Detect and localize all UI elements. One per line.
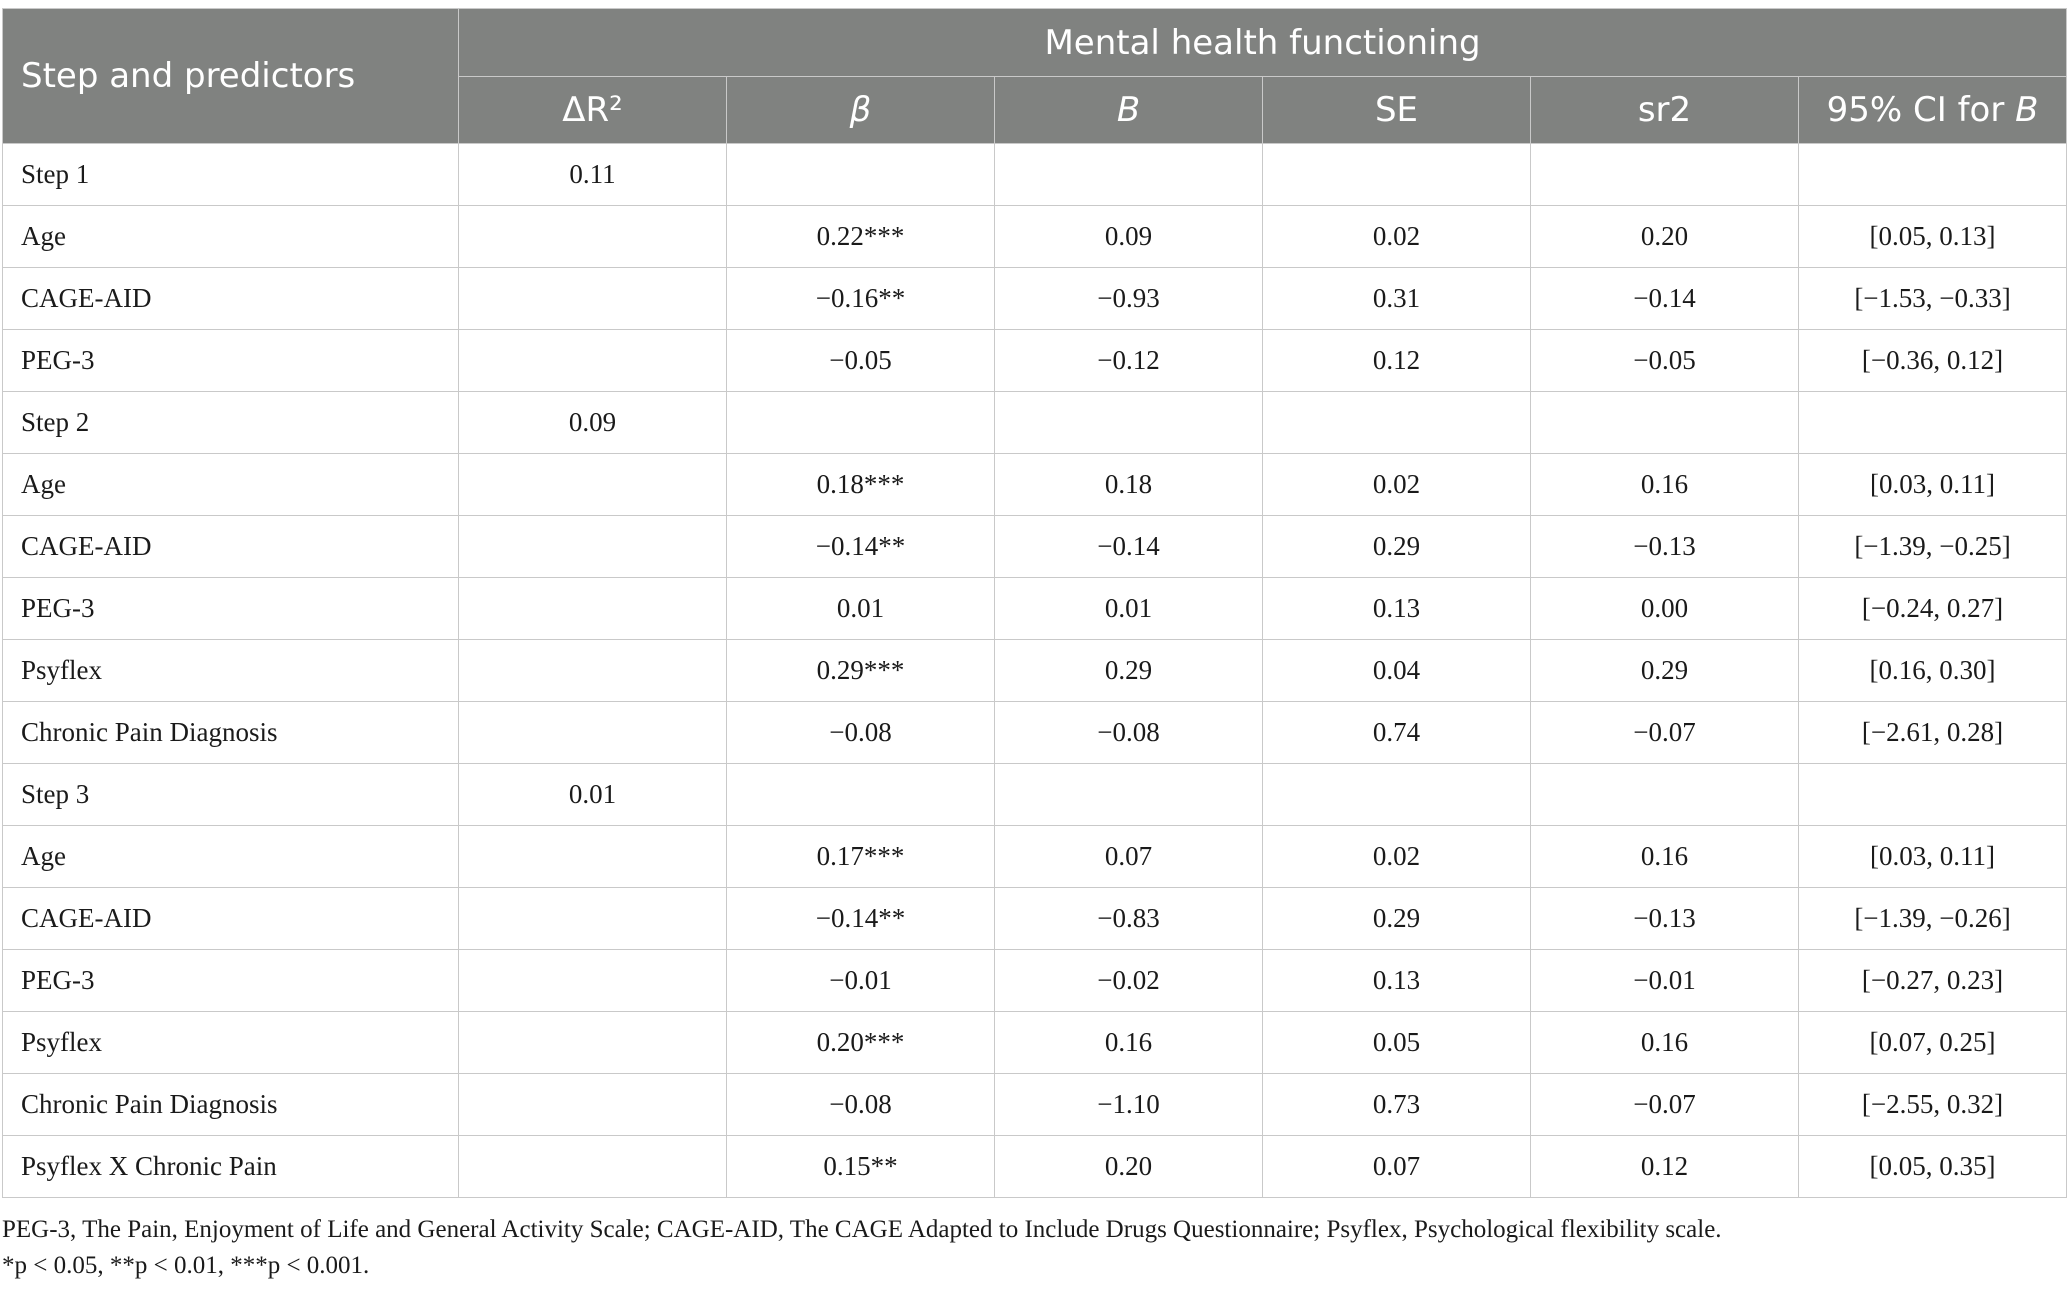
sr2-cell: −0.13 <box>1531 516 1799 578</box>
beta-cell: 0.17*** <box>727 826 995 888</box>
beta-cell: −0.05 <box>727 330 995 392</box>
b-cell: 0.16 <box>995 1012 1263 1074</box>
mental-health-functioning-header: Mental health functioning <box>459 9 2067 77</box>
beta-cell: 0.29*** <box>727 640 995 702</box>
step-row <box>3 144 2067 206</box>
predictor-cell: Psyflex <box>3 1012 459 1074</box>
se-cell: 0.73 <box>1263 1074 1531 1136</box>
predictor-cell: Chronic Pain Diagnosis <box>3 702 459 764</box>
table-row <box>3 950 2067 1012</box>
se-cell <box>1263 764 1531 826</box>
sr2-cell: 0.00 <box>1531 578 1799 640</box>
sr2-cell: −0.01 <box>1531 950 1799 1012</box>
table-header <box>3 9 2067 144</box>
se-header: SE <box>1263 77 1531 144</box>
delta-r2-cell: 0.11 <box>459 144 727 206</box>
b-cell: −0.14 <box>995 516 1263 578</box>
ci-header-var: B <box>2015 90 2039 130</box>
b-cell: 0.29 <box>995 640 1263 702</box>
b-cell <box>995 392 1263 454</box>
se-cell: 0.04 <box>1263 640 1531 702</box>
ci-cell: [0.03, 0.11] <box>1799 454 2067 516</box>
predictor-cell: Chronic Pain Diagnosis <box>3 1074 459 1136</box>
delta-r2-cell <box>459 454 727 516</box>
ci-cell: [0.16, 0.30] <box>1799 640 2067 702</box>
sr2-cell: 0.16 <box>1531 1012 1799 1074</box>
table-row <box>3 454 2067 516</box>
b-cell: 0.09 <box>995 206 1263 268</box>
b-cell: 0.01 <box>995 578 1263 640</box>
sr2-cell: 0.12 <box>1531 1136 1799 1198</box>
beta-cell: −0.08 <box>727 1074 995 1136</box>
ci-cell <box>1799 144 2067 206</box>
se-cell <box>1263 392 1531 454</box>
delta-r2-cell <box>459 950 727 1012</box>
se-cell: 0.29 <box>1263 516 1531 578</box>
beta-cell: 0.01 <box>727 578 995 640</box>
sr2-cell: −0.07 <box>1531 702 1799 764</box>
ci-cell <box>1799 764 2067 826</box>
sr2-cell: 0.29 <box>1531 640 1799 702</box>
predictor-cell: Age <box>3 454 459 516</box>
sr2-cell <box>1531 764 1799 826</box>
table-row <box>3 640 2067 702</box>
b-header: B <box>995 77 1263 144</box>
predictor-cell: Step 3 <box>3 764 459 826</box>
sr2-cell: −0.05 <box>1531 330 1799 392</box>
table-row <box>3 702 2067 764</box>
ci-cell: [−1.39, −0.26] <box>1799 888 2067 950</box>
se-cell: 0.13 <box>1263 578 1531 640</box>
delta-r2-cell <box>459 1136 727 1198</box>
beta-cell: −0.08 <box>727 702 995 764</box>
se-cell: 0.31 <box>1263 268 1531 330</box>
ci-cell: [0.05, 0.35] <box>1799 1136 2067 1198</box>
table-row <box>3 268 2067 330</box>
table-row <box>3 330 2067 392</box>
b-cell: −0.83 <box>995 888 1263 950</box>
se-cell: 0.07 <box>1263 1136 1531 1198</box>
se-cell: 0.02 <box>1263 454 1531 516</box>
ci-cell: [−2.61, 0.28] <box>1799 702 2067 764</box>
predictor-cell: Psyflex X Chronic Pain <box>3 1136 459 1198</box>
table-row <box>3 578 2067 640</box>
predictor-cell: CAGE-AID <box>3 516 459 578</box>
beta-cell <box>727 144 995 206</box>
predictor-cell: Step 1 <box>3 144 459 206</box>
sr2-cell: −0.13 <box>1531 888 1799 950</box>
predictor-cell: Age <box>3 826 459 888</box>
footnote-significance: *p < 0.05, **p < 0.01, ***p < 0.001. <box>2 1252 370 1279</box>
ci-cell: [−0.36, 0.12] <box>1799 330 2067 392</box>
delta-r2-cell <box>459 702 727 764</box>
step-row <box>3 392 2067 454</box>
beta-cell: −0.14** <box>727 516 995 578</box>
b-cell: −0.02 <box>995 950 1263 1012</box>
delta-r2-cell <box>459 268 727 330</box>
ci-cell: [−0.27, 0.23] <box>1799 950 2067 1012</box>
se-cell <box>1263 144 1531 206</box>
delta-r2-cell <box>459 578 727 640</box>
ci-cell: [0.03, 0.11] <box>1799 826 2067 888</box>
predictor-cell: Step 2 <box>3 392 459 454</box>
beta-cell: −0.16** <box>727 268 995 330</box>
ci-cell: [−2.55, 0.32] <box>1799 1074 2067 1136</box>
sr2-cell <box>1531 392 1799 454</box>
delta-r2-cell <box>459 516 727 578</box>
b-cell <box>995 144 1263 206</box>
se-cell: 0.29 <box>1263 888 1531 950</box>
step-row <box>3 764 2067 826</box>
regression-table <box>2 8 2067 1198</box>
beta-cell: 0.22*** <box>727 206 995 268</box>
se-cell: 0.13 <box>1263 950 1531 1012</box>
table-row <box>3 888 2067 950</box>
ci-cell: [−1.53, −0.33] <box>1799 268 2067 330</box>
b-cell: 0.18 <box>995 454 1263 516</box>
table-footnote <box>2 1212 1722 1284</box>
sr2-cell: 0.16 <box>1531 826 1799 888</box>
se-cell: 0.12 <box>1263 330 1531 392</box>
step-predictors-header: Step and predictors <box>3 9 459 144</box>
table-row <box>3 826 2067 888</box>
predictor-cell: Age <box>3 206 459 268</box>
ci-cell: [−1.39, −0.25] <box>1799 516 2067 578</box>
predictor-cell: CAGE-AID <box>3 888 459 950</box>
table-row <box>3 206 2067 268</box>
ci-header <box>1799 77 2067 144</box>
b-cell: −0.93 <box>995 268 1263 330</box>
sr2-cell <box>1531 144 1799 206</box>
predictor-cell: CAGE-AID <box>3 268 459 330</box>
sr2-cell: 0.16 <box>1531 454 1799 516</box>
b-cell <box>995 764 1263 826</box>
delta-r2-cell <box>459 640 727 702</box>
delta-r2-cell <box>459 1012 727 1074</box>
delta-r2-cell <box>459 330 727 392</box>
se-cell: 0.74 <box>1263 702 1531 764</box>
table-row <box>3 1136 2067 1198</box>
b-cell: 0.20 <box>995 1136 1263 1198</box>
beta-cell: −0.01 <box>727 950 995 1012</box>
ci-cell <box>1799 392 2067 454</box>
delta-r2-cell <box>459 888 727 950</box>
beta-header: β <box>727 77 995 144</box>
sr2-cell: 0.20 <box>1531 206 1799 268</box>
beta-cell: 0.20*** <box>727 1012 995 1074</box>
delta-r2-cell: 0.09 <box>459 392 727 454</box>
beta-cell: 0.15** <box>727 1136 995 1198</box>
ci-cell: [0.05, 0.13] <box>1799 206 2067 268</box>
delta-r2-header: ΔR² <box>459 77 727 144</box>
ci-cell: [−0.24, 0.27] <box>1799 578 2067 640</box>
se-cell: 0.02 <box>1263 826 1531 888</box>
b-cell: −0.12 <box>995 330 1263 392</box>
predictor-cell: PEG-3 <box>3 578 459 640</box>
sr2-header: sr2 <box>1531 77 1799 144</box>
sr2-cell: −0.07 <box>1531 1074 1799 1136</box>
b-cell: 0.07 <box>995 826 1263 888</box>
predictor-cell: PEG-3 <box>3 950 459 1012</box>
predictor-cell: PEG-3 <box>3 330 459 392</box>
ci-header-prefix: 95% CI for <box>1826 90 2016 130</box>
beta-cell: 0.18*** <box>727 454 995 516</box>
delta-r2-cell <box>459 826 727 888</box>
table-row <box>3 516 2067 578</box>
sr2-cell: −0.14 <box>1531 268 1799 330</box>
delta-r2-cell <box>459 1074 727 1136</box>
delta-r2-cell <box>459 206 727 268</box>
se-cell: 0.02 <box>1263 206 1531 268</box>
b-cell: −0.08 <box>995 702 1263 764</box>
ci-cell: [0.07, 0.25] <box>1799 1012 2067 1074</box>
b-cell: −1.10 <box>995 1074 1263 1136</box>
table-row <box>3 1012 2067 1074</box>
table-row <box>3 1074 2067 1136</box>
table-body <box>3 144 2067 1198</box>
beta-cell: −0.14** <box>727 888 995 950</box>
footnote-abbreviations: PEG-3, The Pain, Enjoyment of Life and General Activity Scale; CAGE-AID, The CAGE Adapted to Include Drugs Questionnaire; Psyflex, Psychological flexibility scale. <box>2 1216 1722 1243</box>
beta-cell <box>727 392 995 454</box>
se-cell: 0.05 <box>1263 1012 1531 1074</box>
delta-r2-cell: 0.01 <box>459 764 727 826</box>
beta-cell <box>727 764 995 826</box>
predictor-cell: Psyflex <box>3 640 459 702</box>
